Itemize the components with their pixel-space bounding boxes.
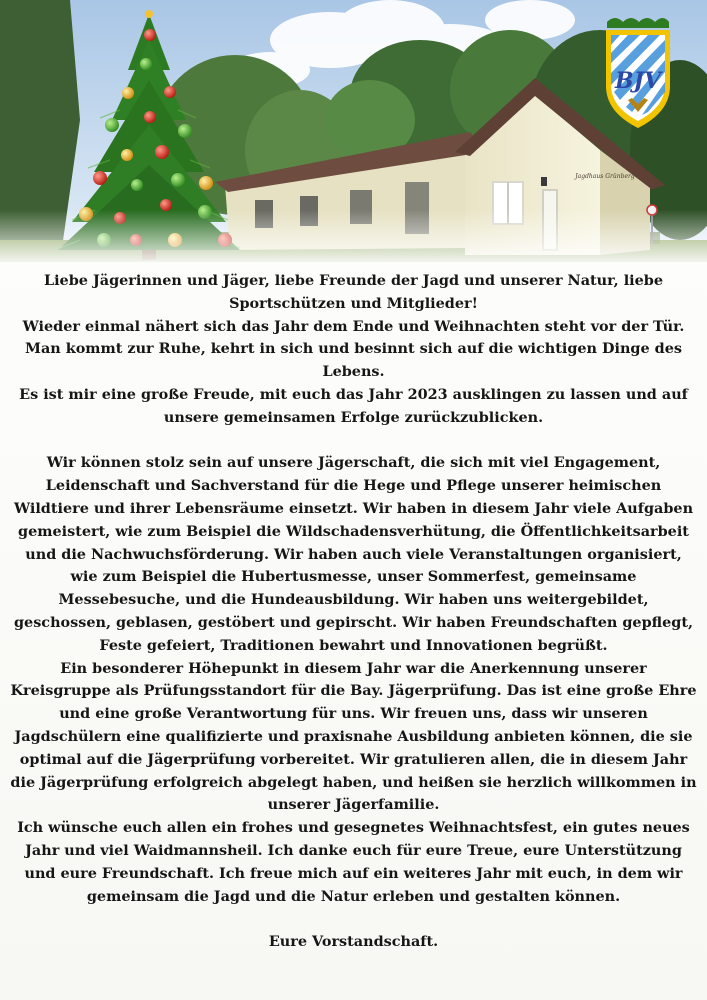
paragraph-achievements: Wir können stolz sein auf unsere Jägerschaft, die sich mit viel Engagement, Leidenschaft und Sachverstand für die Hege und Pflege unserer heimischen Wildtiere und ihrer Lebensräume einsetzt. Wir haben in diesem Jahr viele Aufgaben gemeistert, wie zum Beispiel die Wildschadensverhütung, die Öffentlichkeitsarbeit und die Nachwuchsförderung. Wir haben auch viele Veranstaltungen organisiert, wie zum Beispiel die Hubertusmesse, unser Sommerfest, gemeinsame Messebesuche, und die Hundeausbildung. Wir haben uns weitergebildet, geschossen, geblasen, gestöbert und gepirscht. Wir haben Freundschaften gepflegt, Feste gefeiert, Traditionen bewahrt und Innovationen begrüßt.	[13, 454, 694, 654]
spacer	[10, 430, 697, 453]
signature: Eure Vorstandschaft.	[268, 933, 439, 951]
paragraph-intro: Wieder einmal nähert sich das Jahr dem Ende und Weihnachten steht vor der Tür. Man kommt zur Ruhe, kehrt in sich und besinnt sich auf die wichtigen Dinge des Lebens.	[22, 317, 685, 381]
spacer	[10, 908, 697, 931]
paragraph-wishes: Ich wünsche euch allen ein frohes und gesegnetes Weihnachtsfest, ein gutes neues Jahr und viel Waidmannsheil. Ich danke euch für eure Treue, eure Unterstützung und eure Freundschaft. Ich freue mich auf ein weiteres Jahr mit euch, in dem wir gemeinsam die Jagd und die Natur erleben und gestalten können.	[17, 819, 690, 905]
greeting: Liebe Jägerinnen und Jäger, liebe Freunde der Jagd und unserer Natur, liebe Sportschützen und Mitglieder!	[43, 272, 664, 312]
hunting-lodge-illustration	[0, 0, 707, 262]
letter-body	[10, 270, 697, 954]
paragraph-highlight: Ein besonderer Höhepunkt in diesem Jahr war die Anerkennung unserer Kreisgruppe als Prüfungsstandort für die Bay. Jägerprüfung. Das ist eine große Ehre und eine große Verantwortung für uns. Wir freuen uns, dass wir unseren Jagdschülern eine qualifizierte und praxisnahe Ausbildung anbieten können, die sie optimal auf die Jägerprüfung vorbereitet. Wir gratulieren allen, die in diesem Jahr die Jägerprüfung erfolgreich abgelegt haben, und heißen sie herzlich willkommen in unserer Jägerfamilie.	[10, 659, 697, 814]
header-photo	[0, 0, 707, 262]
paragraph-joy: Es ist mir eine große Freude, mit euch das Jahr 2023 ausklingen zu lassen und auf unsere gemeinsamen Erfolge zurückzublicken.	[19, 385, 688, 426]
